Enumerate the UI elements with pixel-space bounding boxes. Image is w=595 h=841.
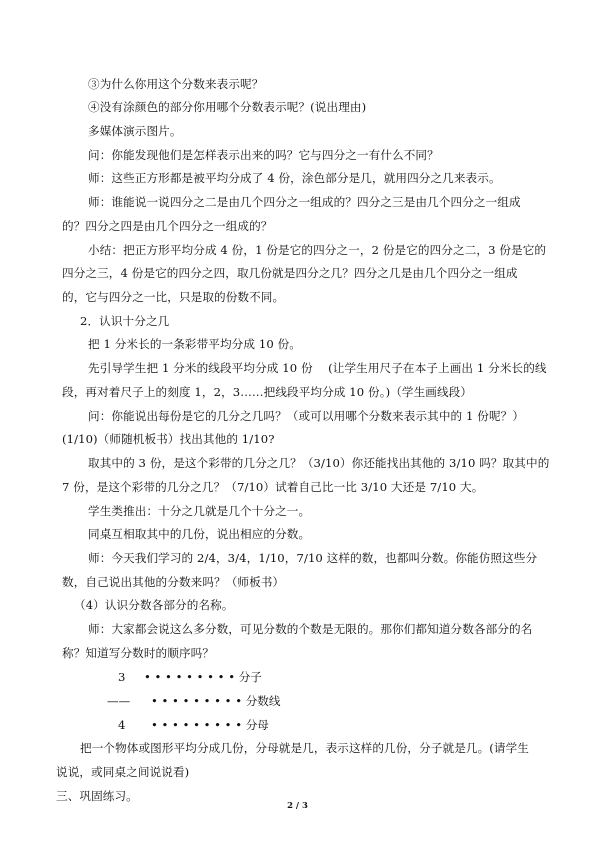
text-line-15: 问：你能说出每份是它的几分之几吗？（或可以用哪个分数来表示其中的 1 份呢？）: [88, 409, 525, 423]
text-line-6: 师：谁能说一说四分之二是由几个四分之一组成的？四分之三是由几个四分之一组成: [88, 195, 521, 209]
text-line-20: 同桌互相取其中的几份，说出相应的分数。: [88, 527, 311, 541]
text-line-14: 段，再对着尺子上的刻度 1，2，3……把线段平均分成 10 份。)（学生画线段）: [62, 385, 473, 399]
text-line-24: 师：大家都会说这么多分数，可见分数的个数是无限的。那你们都知道分数各部分的名: [88, 622, 533, 636]
text-line-10: 的，它与四分之一比，只是取的份数不同。: [62, 290, 285, 304]
denominator-label: • • • • • • • • • 分母: [151, 718, 269, 732]
text-line-5: 师：这些正方形都是被平均分成了 4 份，涂色部分是几，就用四分之几来表示。: [88, 171, 501, 185]
text-line-23: （4）认识分数各部分的名称。: [74, 598, 234, 612]
closing-line-3: 三、巩固练习。: [56, 789, 138, 803]
text-line-21: 师：今天我们学习的 2/4，3/4，1/10，7/10 这样的数，也都叫分数。你能仿照这些分: [88, 551, 538, 565]
text-line-18: 7 份，是这个彩带的几分之几？（7/10）试着自己比一比 3/10 大还是 7/10 大。: [62, 480, 484, 494]
text-line-17: 取其中的 3 份，是这个彩带的几分之几？（3/10）你还能找出其他的 3/10 吗？取其中的: [88, 456, 550, 470]
text-line-22: 数，自己说出其他的分数来吗？（师板书）: [62, 575, 285, 589]
closing-line-2: 说说，或同桌之间说说看): [56, 765, 190, 779]
text-line-8: 小结：把正方形平均分成 4 份，1 份是它的四分之一，2 份是它的四分之二，3 份是它的: [88, 243, 547, 257]
text-line-13: 先引导学生把 1 分米的线段平均分成 10 份 (让学生用尺子在本子上画出 1 分米长的线: [88, 361, 547, 375]
text-line-12: 把 1 分米长的一条彩带平均分成 10 份。: [88, 337, 301, 351]
text-line-3: 多媒体演示图片。: [88, 124, 182, 138]
numerator-label: • • • • • • • • • 分子: [144, 670, 262, 684]
closing-line-1: 把一个物体或图形平均分成几份，分母就是几，表示这样的几份，分子就是几。(请学生: [80, 741, 529, 755]
text-line-4: 问：你能发现他们是怎样表示出来的吗？它与四分之一有什么不同？: [88, 148, 439, 162]
text-line-16: (1/10)（师随机板书）找出其他的 1/10?: [62, 432, 275, 446]
section-heading: 2．认识十分之几: [80, 314, 170, 328]
text-line-9: 四分之三，4 份是它的四分之四，取几份就是四分之几？四分之几是由几个四分之一组成: [62, 266, 518, 280]
text-line-1: ③为什么你用这个分数来表示呢？: [88, 77, 264, 91]
text-line-7: 的？四分之四是由几个四分之一组成的？: [62, 219, 273, 233]
text-line-25: 称？知道写分数时的顺序吗？: [62, 646, 215, 660]
text-line-2: ④没有涂颜色的部分你用哪个分数表示呢？(说出理由): [88, 100, 367, 114]
text-line-19: 学生类推出：十分之几就是几个十分之一。: [88, 504, 311, 518]
numerator: 3: [118, 670, 126, 684]
fraction-bar-label: • • • • • • • • • 分数线: [151, 694, 281, 708]
page-number: 2 / 3: [287, 801, 308, 811]
fraction-bar: ——: [107, 694, 131, 708]
denominator: 4: [118, 718, 126, 732]
